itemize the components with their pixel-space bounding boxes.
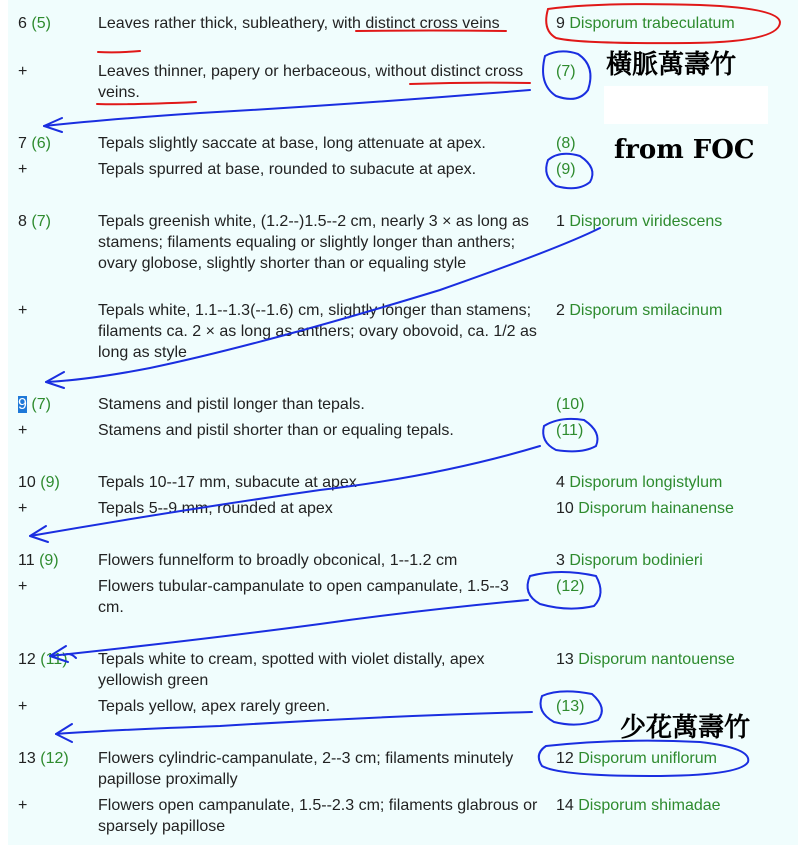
lead-number: 11 (9)	[18, 552, 59, 569]
lead-text: Leaves thinner, papery or herbaceous, without distinct cross veins.	[98, 63, 524, 101]
result[interactable]: 12 Disporum uniflorum	[556, 750, 717, 767]
result-link[interactable]: (8)	[556, 135, 576, 152]
result[interactable]: 10 Disporum hainanense	[556, 500, 734, 517]
lead-number: 12 (11)	[18, 651, 68, 668]
lead-number: +	[18, 422, 28, 439]
result-link[interactable]: (13)	[556, 698, 585, 715]
result[interactable]: 2 Disporum smilacinum	[556, 302, 723, 319]
lead-number: 8 (7)	[18, 213, 51, 230]
lead-number: +	[18, 161, 28, 178]
lead-number: 13 (12)	[18, 750, 69, 767]
lead-text: Tepals slightly saccate at base, long attenuate at apex.	[98, 135, 486, 152]
lead-text: Leaves rather thick, subleathery, with distinct cross veins	[98, 15, 500, 32]
result[interactable]: 14 Disporum shimadae	[556, 797, 721, 814]
result[interactable]: 13 Disporum nantouense	[556, 651, 735, 668]
lead-text: Stamens and pistil shorter than or equaling tepals.	[98, 422, 454, 439]
lead-number: +	[18, 797, 28, 814]
lead-number: 6 (5)	[18, 15, 51, 32]
lead-text: Flowers tubular-campanulate to open campanulate, 1.5--3 cm.	[98, 578, 509, 616]
result[interactable]: 9 Disporum trabeculatum	[556, 15, 735, 32]
lead-text: Tepals yellow, apex rarely green.	[98, 698, 331, 715]
label-uniflorum-chinese: 少花萬壽竹	[620, 713, 751, 743]
label-trabeculatum-chinese: 橫脈萬壽竹	[606, 50, 737, 80]
result[interactable]: 3 Disporum bodinieri	[556, 552, 703, 569]
lead-text: Tepals white, 1.1--1.3(--1.6) cm, slightly longer than stamens; filaments ca. 2 × as long as anthers; ovary obovoid, ca. 1/2 as long as style	[98, 302, 537, 361]
lead-text: Flowers funnelform to broadly obconical, 1--1.2 cm	[98, 552, 458, 569]
lead-text: Tepals white to cream, spotted with violet distally, apex yellowish green	[98, 651, 485, 689]
lead-number: +	[18, 63, 28, 80]
result[interactable]: 1 Disporum viridescens	[556, 213, 723, 230]
lead-text: Tepals 10--17 mm, subacute at apex	[98, 474, 357, 491]
lead-text: Flowers open campanulate, 1.5--2.3 cm; filaments glabrous or sparsely papillose	[98, 797, 538, 835]
label-source: from FOC	[614, 135, 755, 165]
result-link[interactable]: (11)	[556, 422, 584, 439]
lead-text: Tepals 5--9 mm, rounded at apex	[98, 500, 333, 517]
blank-patch	[604, 86, 768, 124]
selected-text[interactable]: 9	[18, 396, 27, 413]
lead-number: 10 (9)	[18, 474, 60, 491]
result-link[interactable]: (7)	[556, 63, 576, 80]
result-link[interactable]: (10)	[556, 396, 585, 413]
lead-text: Stamens and pistil longer than tepals.	[98, 396, 365, 413]
lead-number: +	[18, 698, 28, 715]
lead-number: +	[18, 302, 28, 319]
lead-number: +	[18, 578, 28, 595]
lead-number: 7 (6)	[18, 135, 51, 152]
result[interactable]: 4 Disporum longistylum	[556, 474, 723, 491]
lead-number: +	[18, 500, 28, 517]
lead-text: Tepals spurred at base, rounded to subacute at apex.	[98, 161, 477, 178]
result-link[interactable]: (12)	[556, 578, 585, 595]
lead-text: Flowers cylindric-campanulate, 2--3 cm; filaments minutely papillose proximally	[98, 750, 514, 788]
lead-number: 9 (7)	[18, 396, 51, 413]
lead-text: Tepals greenish white, (1.2--)1.5--2 cm, nearly 3 × as long as stamens; filaments equaling or slightly longer than anthers; ovary globose, slightly shorter than or equaling style	[98, 213, 529, 272]
result-link[interactable]: (9)	[556, 161, 576, 178]
